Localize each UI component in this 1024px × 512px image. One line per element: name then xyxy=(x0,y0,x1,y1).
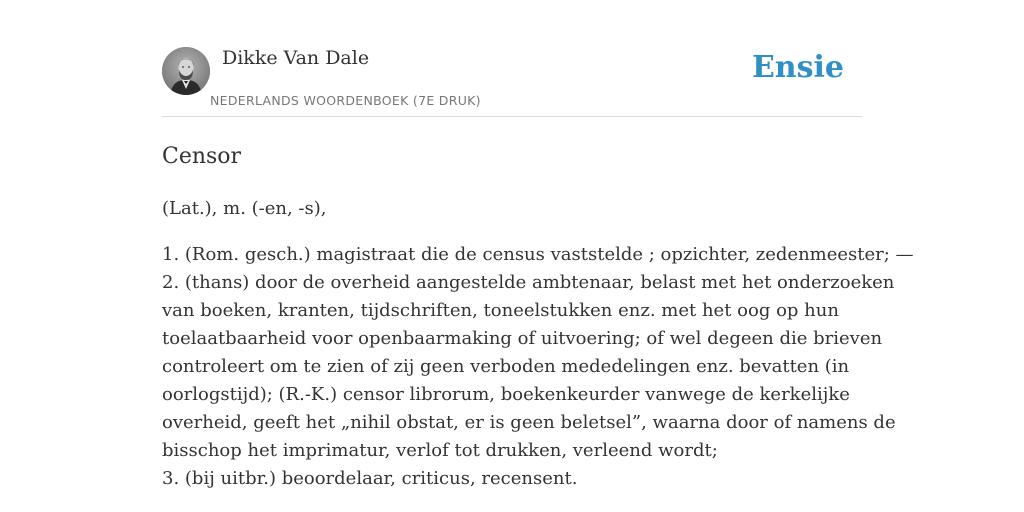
definition-line: toelaatbaarheid voor openbaarmaking of uitvoering; of wel degeen die brieven xyxy=(162,328,883,349)
entry-grammar: (Lat.), m. (-en, -s), xyxy=(162,198,327,219)
definition-line: oorlogstijd); (R.-K.) censor librorum, boekenkeurder vanwege de kerkelijke xyxy=(162,384,850,405)
source-label: NEDERLANDS WOORDENBOEK (7E DRUK) xyxy=(210,93,481,108)
entry-definition xyxy=(162,241,914,493)
definition-line: 3. (bij uitbr.) beoordelaar, criticus, recensent. xyxy=(162,468,578,489)
page-container xyxy=(162,44,914,493)
definition-line: 2. (thans) door de overheid aangestelde ambtenaar, belast met het onderzoeken xyxy=(162,272,895,293)
definition-line: bisschop het imprimatur, verlof tot drukken, verleend wordt; xyxy=(162,440,718,461)
definition-line: controleert om te zien of zij geen verboden mededelingen enz. bevatten (in xyxy=(162,356,850,377)
definition-line: 1. (Rom. gesch.) magistraat die de census vaststelde ; opzichter, zedenmeester; — xyxy=(162,244,914,265)
author-name[interactable]: Dikke Van Dale xyxy=(222,47,370,69)
author-avatar[interactable] xyxy=(162,47,210,95)
entry-title: Censor xyxy=(162,144,242,169)
brand-logo-link[interactable]: Ensie xyxy=(751,50,844,85)
header xyxy=(162,44,862,117)
definition-line: van boeken, kranten, tijdschriften, toneelstukken enz. met het oog op hun xyxy=(162,300,839,321)
portrait-icon xyxy=(162,47,210,95)
definition-line: overheid, geeft het „nihil obstat, er is geen beletsel”, waarna door of namens de xyxy=(162,412,896,433)
